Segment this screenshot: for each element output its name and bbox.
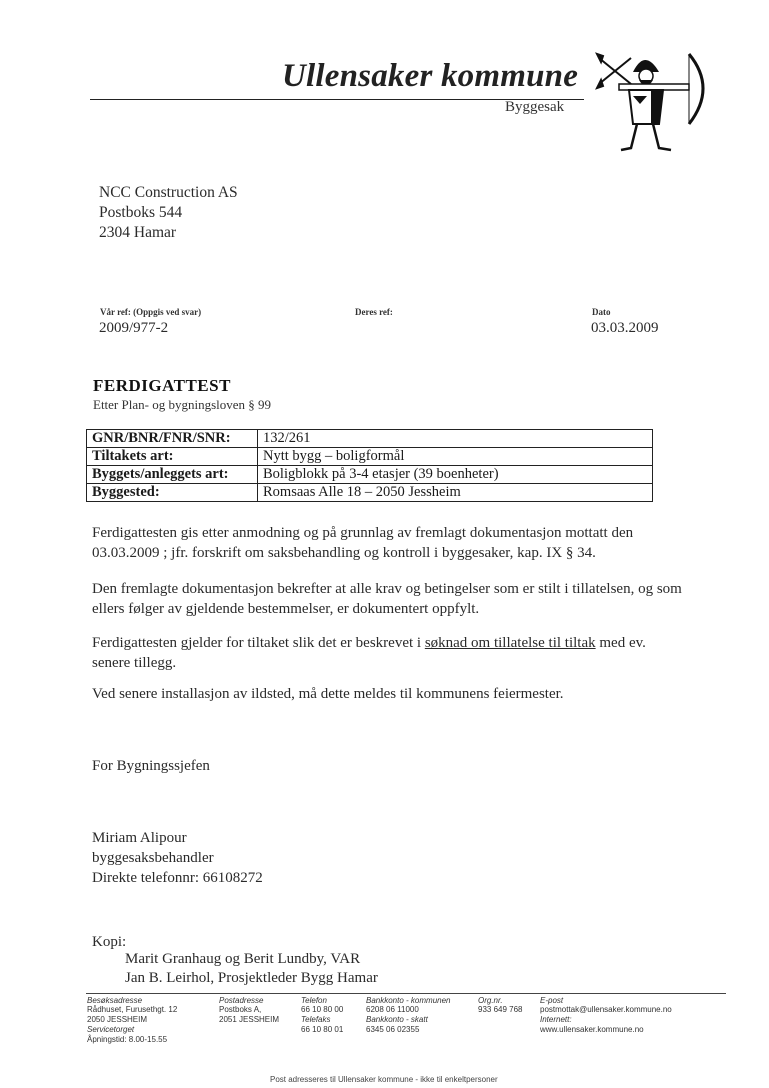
footer-line: 66 10 80 00 — [301, 1005, 344, 1014]
table-key: Tiltakets art: — [87, 448, 258, 466]
footer-phone — [301, 996, 343, 1035]
table-key: GNR/BNR/FNR/SNR: — [87, 430, 258, 448]
date-value: 03.03.2009 — [591, 320, 659, 336]
municipality-crest-icon — [593, 44, 718, 160]
footer-line: Rådhuset, Furusethgt. 12 — [87, 1005, 178, 1014]
department-label: Byggesak — [505, 99, 565, 115]
footer-rule — [86, 993, 726, 994]
table-row — [87, 466, 653, 484]
footer-heading: Telefon — [301, 996, 327, 1005]
table-key: Byggested: — [87, 484, 258, 502]
your-ref-label: Deres ref: — [355, 307, 393, 317]
footer-line: 2051 JESSHEIM — [219, 1015, 280, 1024]
footer-line: 66 10 80 01 — [301, 1025, 344, 1034]
signer-phone: Direkte telefonnr: 66108272 — [92, 870, 263, 886]
footer-line: 6208 06 11000 — [366, 1005, 419, 1014]
footer-bank — [366, 996, 451, 1035]
property-info-table — [86, 429, 653, 502]
footer-line: 6345 06 02355 — [366, 1025, 420, 1034]
table-value: 132/261 — [258, 430, 653, 448]
signer-name: Miriam Alipour — [92, 830, 187, 846]
paragraph-text: Ferdigattesten gjelder for tiltaket slik det er beskrevet i — [92, 635, 425, 651]
footer-line: 2050 JESSHEIM — [87, 1015, 148, 1024]
copy-recipients — [125, 950, 715, 988]
table-value: Boligblokk på 3-4 etasjer (39 boenheter) — [258, 466, 653, 484]
footer-postal-address — [219, 996, 279, 1025]
footer-line: Postboks A, — [219, 1005, 262, 1014]
body-paragraph-4: Ved senere installasjon av ildsted, må dette meldes til kommunens feiermester. — [92, 686, 564, 702]
footer-line: 933 649 768 — [478, 1005, 523, 1014]
footer-email: postmottak@ullensaker.kommune.no — [540, 1005, 672, 1014]
municipality-title: Ullensaker kommune — [282, 58, 579, 94]
footer-heading: Bankkonto - kommunen — [366, 996, 451, 1005]
footer-line: Telefaks — [301, 1015, 331, 1024]
table-row — [87, 430, 653, 448]
paragraph-text: med ev. senere tillegg. — [92, 635, 646, 671]
document-title: FERDIGATTEST — [93, 376, 231, 395]
footer-heading: Postadresse — [219, 996, 264, 1005]
footer-notice: Post adresseres til Ullensaker kommune - ikke til enkeltpersoner — [270, 1075, 498, 1084]
copy-recipient: Marit Granhaug og Berit Lundby, VAR — [125, 951, 361, 967]
recipient-line: NCC Construction AS — [99, 184, 238, 201]
footer-visit-address — [87, 996, 177, 1045]
date-label: Dato — [592, 307, 611, 317]
footer-line: Internett: — [540, 1015, 572, 1024]
our-ref-label: Vår ref: (Oppgis ved svar) — [100, 307, 202, 317]
signer-role: byggesaksbehandler — [92, 850, 214, 866]
footer-org — [478, 996, 523, 1015]
footer-heading: Org.nr. — [478, 996, 503, 1005]
table-key: Byggets/anleggets art: — [87, 466, 258, 484]
table-row — [87, 448, 653, 466]
body-paragraph-1: Ferdigattesten gis etter anmodning og på grunnlag av fremlagt dokumentasjon mottatt den 03.03.2009 ; jfr. forskrift om saksbehandling og kontroll i byggesaker, kap. IX § 34. — [92, 525, 634, 561]
copy-recipient: Jan B. Leirhol, Prosjektleder Bygg Hamar — [125, 970, 378, 986]
footer-contact — [540, 996, 672, 1035]
document-subtitle: Etter Plan- og bygningsloven § 99 — [93, 397, 272, 412]
table-row — [87, 484, 653, 502]
our-ref-value: 2009/977-2 — [99, 320, 169, 336]
table-value: Nytt bygg – boligformål — [258, 448, 653, 466]
application-reference: søknad om tillatelse til tiltak — [424, 635, 596, 651]
footer-website: www.ullensaker.kommune.no — [540, 1025, 644, 1034]
table-value: Romsaas Alle 18 – 2050 Jessheim — [258, 484, 653, 502]
recipient-line: Postboks 544 — [99, 204, 183, 221]
footer-heading: Besøksadresse — [87, 996, 143, 1005]
body-paragraph-2: Den fremlagte dokumentasjon bekrefter at alle krav og betingelser som er stilt i tillatelsen, og som ellers følger av gjeldende bestemmelser, er dokumentert oppfylt. — [92, 581, 682, 617]
footer-line: Bankkonto - skatt — [366, 1015, 428, 1024]
recipient-line: 2304 Hamar — [99, 224, 177, 241]
copy-label: Kopi: — [92, 934, 127, 950]
signature-for: For Bygningssjefen — [92, 758, 210, 774]
footer-line: Servicetorget — [87, 1025, 135, 1034]
recipient-address — [99, 183, 238, 243]
body-paragraph-3 — [92, 633, 682, 673]
footer-line: Åpningstid: 8.00-15.55 — [87, 1035, 168, 1044]
footer-heading: E-post — [540, 996, 564, 1005]
signature-block — [92, 828, 682, 888]
